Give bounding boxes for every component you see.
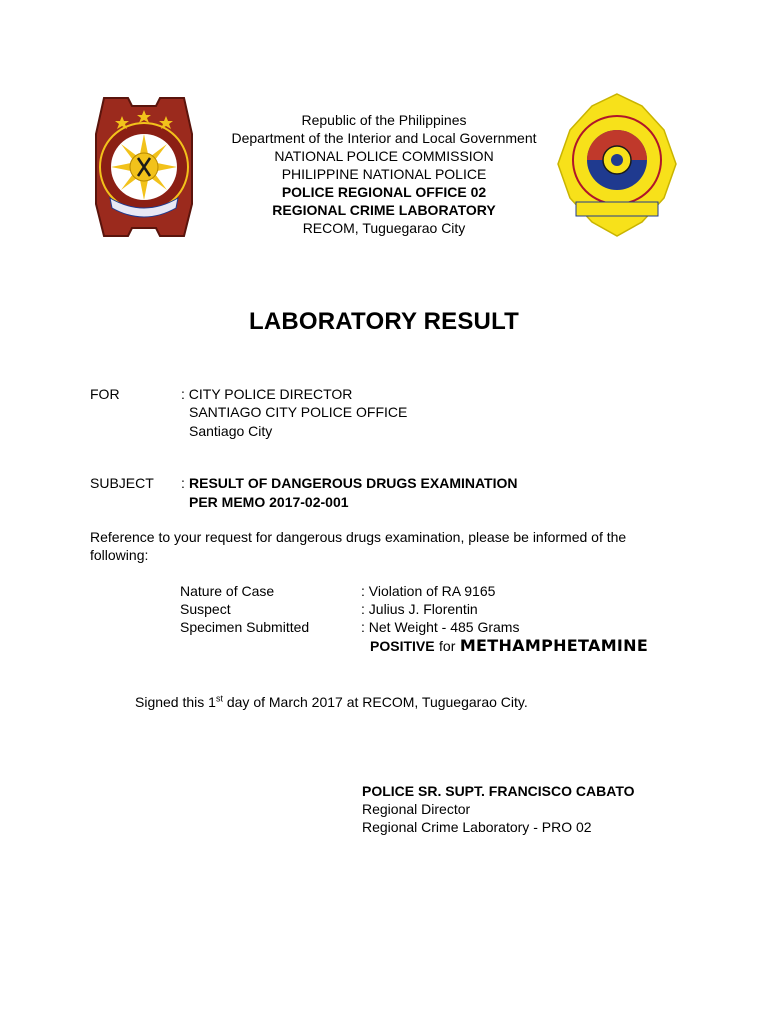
reference-paragraph-line-1: Reference to your request for dangerous drugs examination, please be informed of the	[90, 529, 627, 545]
signatory-name: POLICE SR. SUPT. FRANCISCO CABATO	[362, 783, 635, 799]
pnp-seal-logo	[92, 94, 196, 240]
signed-suffix: day of March 2017 at RECOM, Tuguegarao City.	[222, 694, 528, 710]
result-for: for	[439, 638, 456, 654]
subject-line-1: RESULT OF DANGEROUS DRUGS EXAMINATION	[189, 475, 518, 491]
document-title: LABORATORY RESULT	[248, 308, 520, 335]
letterhead-line-dilg: Department of the Interior and Local Government	[231, 130, 537, 146]
detail-value-suspect: : Julius J. Florentin	[361, 601, 478, 617]
for-recipient-line: : CITY POLICE DIRECTOR	[181, 386, 353, 402]
for-recipient-city: Santiago City	[189, 423, 273, 439]
crime-laboratory-seal-logo	[556, 92, 678, 238]
reference-paragraph-line-2: following:	[90, 547, 149, 563]
subject-colon: :	[181, 475, 185, 491]
letterhead-line-pnp: PHILIPPINE NATIONAL POLICE	[281, 166, 487, 182]
detail-label-specimen: Specimen Submitted	[180, 619, 310, 635]
for-recipient-office: SANTIAGO CITY POLICE OFFICE	[189, 404, 408, 420]
result-positive: POSITIVE	[370, 638, 435, 654]
letterhead-line-regional-office: POLICE REGIONAL OFFICE 02	[281, 184, 487, 200]
signatory-office: Regional Crime Laboratory - PRO 02	[362, 819, 592, 835]
signatory-position: Regional Director	[362, 801, 471, 817]
signed-ordinal-suffix: st	[215, 693, 223, 704]
for-label: FOR	[90, 386, 120, 402]
letterhead-line-address: RECOM, Tuguegarao City	[302, 220, 466, 236]
letterhead-line-republic: Republic of the Philippines	[301, 112, 467, 128]
detail-value-nature-of-case: : Violation of RA 9165	[361, 583, 496, 599]
result-substance: METHAMPHETAMINE	[459, 636, 649, 655]
detail-label-suspect: Suspect	[180, 601, 231, 617]
subject-line-2: PER MEMO 2017-02-001	[189, 494, 349, 510]
signed-prefix: Signed this 1	[135, 694, 216, 710]
test-result	[370, 636, 648, 656]
letterhead-line-napolcom: NATIONAL POLICE COMMISSION	[274, 148, 494, 164]
signed-statement	[135, 693, 528, 711]
letterhead	[200, 111, 568, 237]
letterhead-line-crime-lab: REGIONAL CRIME LABORATORY	[272, 202, 496, 218]
detail-label-nature-of-case: Nature of Case	[180, 583, 275, 599]
subject-label: SUBJECT	[90, 475, 154, 491]
detail-value-specimen: : Net Weight - 485 Grams	[361, 619, 520, 635]
